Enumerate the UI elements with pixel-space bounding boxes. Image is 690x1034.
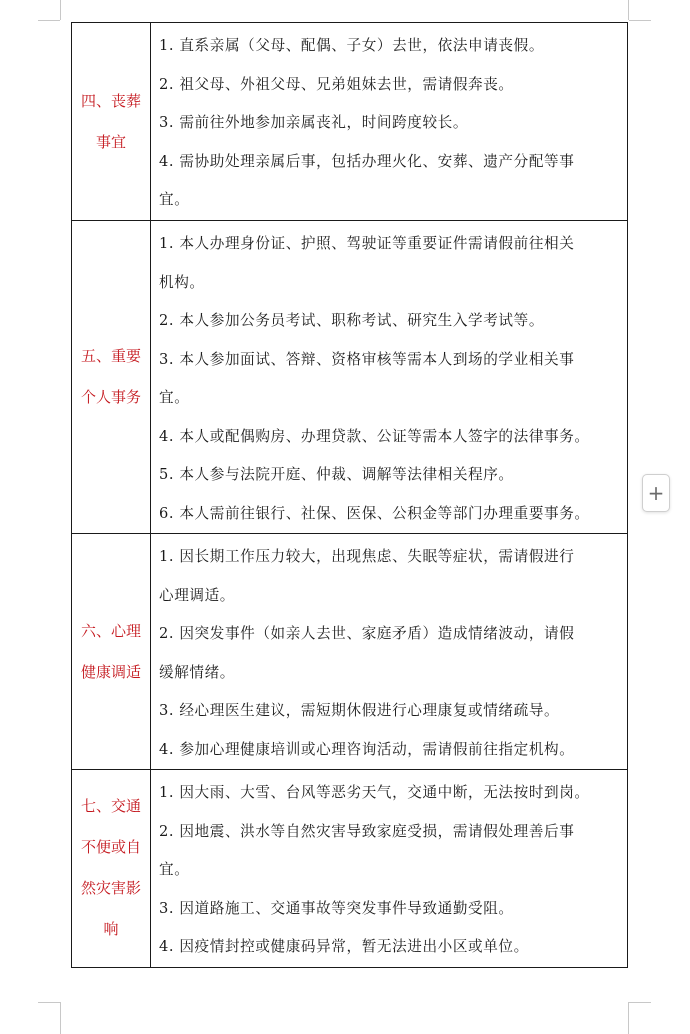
category-label: 七、交通不便或自然灾害影响 xyxy=(80,797,141,939)
category-label: 六、心理健康调适 xyxy=(80,621,141,681)
list-item: 1. 因长期工作压力较大，出现焦虑、失眠等症状，需请假进行 xyxy=(159,548,575,565)
items-cell xyxy=(151,23,628,221)
list-item: 心理调适。 xyxy=(159,586,235,604)
list-item: 宜。 xyxy=(159,191,190,208)
crop-mark-bottom-right xyxy=(628,1002,629,1034)
crop-mark-top-right xyxy=(628,0,629,20)
category-cell xyxy=(72,770,151,968)
list-item: 2. 因突发事件（如亲人去世、家庭矛盾）造成情绪波动，请假 xyxy=(159,625,575,642)
list-item: 6. 本人需前往银行、社保、医保、公积金等部门办理重要事务。 xyxy=(159,504,590,522)
list-item: 4. 参加心理健康培训或心理咨询活动，需请假前往指定机构。 xyxy=(159,740,575,758)
category-label: 四、丧葬事宜 xyxy=(80,91,141,151)
list-item: 2. 祖父母、外祖父母、兄弟姐妹去世，需请假奔丧。 xyxy=(159,75,514,93)
items-cell xyxy=(151,770,628,968)
table-row-traffic-disaster xyxy=(72,770,628,968)
crop-mark-top-right-h xyxy=(629,20,651,21)
table-row-funeral xyxy=(72,23,628,221)
list-item: 缓解情绪。 xyxy=(159,663,235,681)
category-cell xyxy=(72,23,151,221)
list-item: 3. 需前往外地参加亲属丧礼，时间跨度较长。 xyxy=(159,114,469,131)
list-item: 机构。 xyxy=(159,273,205,291)
table-row-personal-affairs xyxy=(72,221,628,534)
category-label: 五、重要个人事务 xyxy=(80,347,141,406)
crop-mark-top-left xyxy=(60,0,61,20)
items-cell xyxy=(151,534,628,770)
add-button[interactable] xyxy=(642,474,670,512)
list-item: 4. 因疫情封控或健康码异常，暂无法进出小区或单位。 xyxy=(159,938,529,955)
table-row-mental-health xyxy=(72,534,628,770)
list-item: 2. 因地震、洪水等自然灾害导致家庭受损，需请假处理善后事 xyxy=(159,822,575,840)
list-item: 2. 本人参加公务员考试、职称考试、研究生入学考试等。 xyxy=(159,312,545,329)
category-cell xyxy=(72,221,151,534)
list-item: 3. 因道路施工、交通事故等突发事件导致通勤受阻。 xyxy=(159,899,514,917)
list-item: 3. 本人参加面试、答辩、资格审核等需本人到场的学业相关事 xyxy=(159,350,575,368)
plus-icon: + xyxy=(647,481,665,505)
list-item: 1. 直系亲属（父母、配偶、子女）去世，依法申请丧假。 xyxy=(159,37,545,54)
crop-mark-bottom-left-h xyxy=(38,1002,60,1003)
category-cell xyxy=(72,534,151,770)
items-cell xyxy=(151,221,628,534)
crop-mark-bottom-right-h xyxy=(629,1002,651,1003)
list-item: 宜。 xyxy=(159,389,190,406)
list-item: 3. 经心理医生建议，需短期休假进行心理康复或情绪疏导。 xyxy=(159,702,560,719)
list-item: 宜。 xyxy=(159,861,190,878)
crop-mark-top-left-h xyxy=(38,20,60,21)
crop-mark-bottom-left xyxy=(60,1002,61,1034)
list-item: 1. 因大雨、大雪、台风等恶劣天气，交通中断，无法按时到岗。 xyxy=(159,784,590,801)
list-item: 4. 需协助处理亲属后事，包括办理火化、安葬、遗产分配等事 xyxy=(159,152,575,170)
leave-reasons-table xyxy=(71,22,628,968)
list-item: 5. 本人参与法院开庭、仲裁、调解等法律相关程序。 xyxy=(159,466,514,483)
list-item: 1. 本人办理身份证、护照、驾驶证等重要证件需请假前往相关 xyxy=(159,235,575,252)
list-item: 4. 本人或配偶购房、办理贷款、公证等需本人签字的法律事务。 xyxy=(159,427,590,445)
